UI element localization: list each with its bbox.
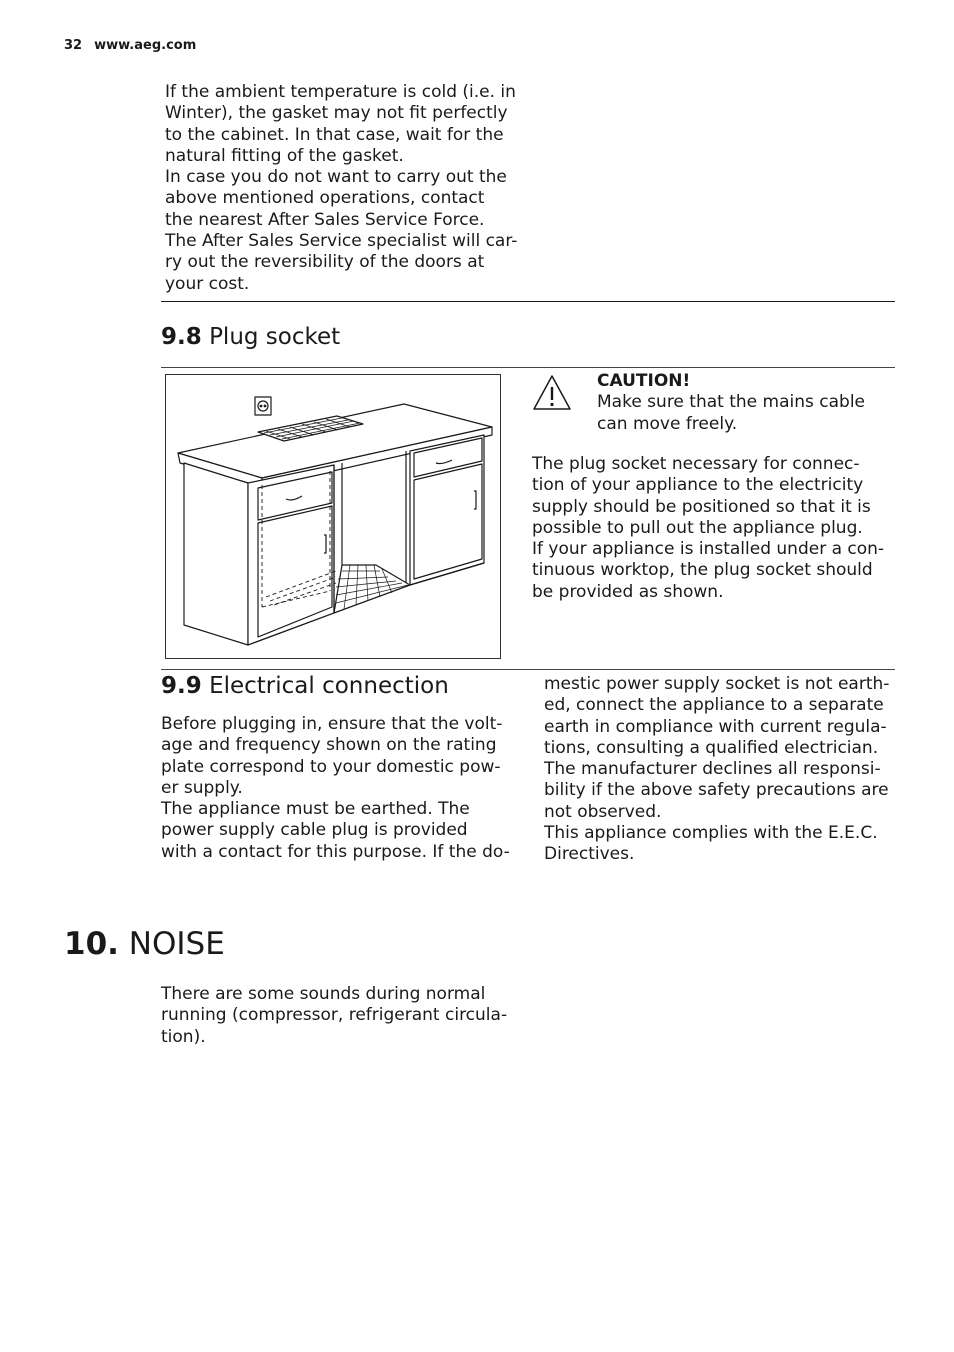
text-line: Winter), the gasket may not fit perfectly (165, 103, 508, 124)
text-line: tion of your appliance to the electricity (532, 475, 864, 496)
chapter-number: 10. (64, 926, 119, 962)
text-line: supply should be positioned so that it is (532, 496, 871, 517)
text-line: with a contact for this purpose. If the do- (161, 841, 510, 862)
text-line: ed, connect the appliance to a separate (544, 695, 884, 716)
text-line: possible to pull out the appliance plug. (532, 517, 863, 538)
text-line: The plug socket necessary for connec- (532, 454, 860, 474)
section-title: Plug socket (209, 324, 341, 350)
text-line: not observed. (544, 801, 662, 822)
text-line: earth in compliance with current regula- (544, 716, 887, 737)
text-line: bility if the above safety precautions are (544, 780, 889, 801)
text-line: power supply cable plug is provided (161, 820, 468, 841)
text-line: be provided as shown. (532, 581, 724, 602)
text-line: This appliance complies with the E.E.C. (544, 823, 878, 844)
text-line: can move freely. (597, 413, 738, 434)
text-line: tions, consulting a qualified electrician. (544, 737, 879, 758)
text-line: running (compressor, refrigerant circula- (161, 1005, 508, 1026)
text-line: The manufacturer declines all responsi- (544, 759, 881, 780)
text-line: the nearest After Sales Service Force. (165, 209, 485, 230)
chapter-title: NOISE (128, 926, 225, 962)
text-line: ry out the reversibility of the doors at (165, 252, 485, 273)
text-line: to the cabinet. In that case, wait for the (165, 124, 504, 145)
text-line: plate correspond to your domestic pow- (161, 756, 501, 777)
section-title: Electrical connection (209, 673, 449, 699)
text-line: your cost. (165, 273, 250, 294)
page-number: 32 (64, 38, 83, 53)
page-header (64, 38, 196, 53)
caution-box (597, 371, 897, 435)
text-line: The After Sales Service specialist will car- (165, 231, 518, 252)
text-line: er supply. (161, 777, 243, 798)
text-line: age and frequency shown on the rating (161, 735, 497, 756)
plug-socket-paragraph (532, 454, 897, 603)
text-line: In case you do not want to carry out the (165, 167, 507, 188)
plug-socket-figure (165, 374, 501, 659)
text-line: Directives. (544, 844, 635, 865)
chapter-heading-noise (64, 926, 225, 962)
section-heading-9-9 (161, 673, 449, 699)
warning-icon (532, 374, 572, 414)
text-line: mestic power supply socket is not earth- (544, 674, 890, 694)
section-divider (161, 301, 895, 302)
electrical-connection-left (161, 714, 521, 863)
section-number: 9.9 (161, 673, 202, 699)
header-url: www.aeg.com (94, 38, 197, 53)
electrical-connection-right (544, 674, 904, 866)
text-line: tinuous worktop, the plug socket should (532, 560, 873, 581)
text-line: If your appliance is installed under a con- (532, 539, 885, 560)
section-heading-9-8 (161, 324, 340, 350)
text-line: If the ambient temperature is cold (i.e. in (165, 82, 516, 102)
intro-paragraph (165, 82, 525, 295)
kitchen-cabinet-illustration (166, 375, 500, 658)
text-line: natural fitting of the gasket. (165, 145, 404, 166)
section-divider (161, 367, 895, 368)
text-line: tion). (161, 1026, 206, 1047)
text-line: The appliance must be earthed. The (161, 799, 470, 820)
text-line: There are some sounds during normal (161, 984, 486, 1004)
text-line: above mentioned operations, contact (165, 188, 485, 209)
noise-paragraph (161, 984, 531, 1048)
caution-title: CAUTION! (597, 371, 691, 391)
section-number: 9.8 (161, 324, 202, 350)
section-divider (161, 669, 895, 670)
text-line: Make sure that the mains cable (597, 392, 865, 413)
text-line: Before plugging in, ensure that the volt- (161, 714, 503, 734)
